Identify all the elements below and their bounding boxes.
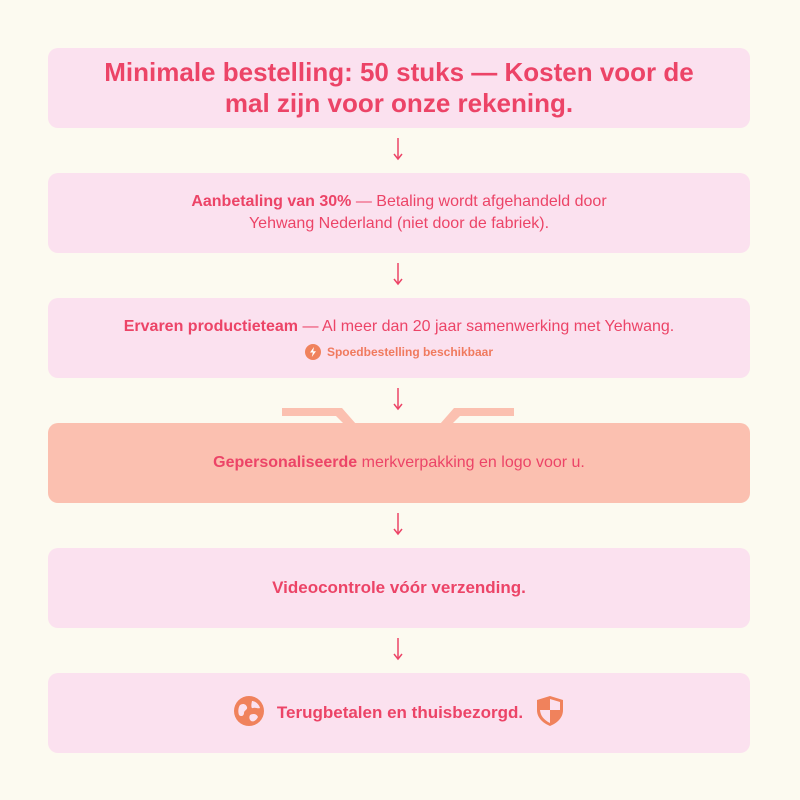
production-team-text bbox=[124, 316, 675, 338]
shield-icon bbox=[535, 695, 565, 732]
branding-rest: merkverpakking en logo voor u. bbox=[357, 454, 585, 471]
step-card-refund-delivery bbox=[48, 673, 750, 753]
step-card-video-check bbox=[48, 548, 750, 628]
refund-delivery-row bbox=[233, 695, 565, 732]
branding-bold: Gepersonaliseerde bbox=[213, 454, 358, 471]
arrow-down-icon bbox=[392, 138, 404, 162]
step-card-minimum-order bbox=[48, 48, 750, 128]
arrow-down-icon bbox=[392, 513, 404, 537]
video-check-text: Videocontrole vóór verzending. bbox=[272, 578, 526, 597]
arrow-down-icon bbox=[392, 638, 404, 662]
rush-order-badge bbox=[305, 344, 493, 360]
rush-order-label: Spoedbestelling beschikbaar bbox=[326, 345, 494, 359]
step-card-down-payment bbox=[48, 173, 750, 253]
production-team-bold: Ervaren productieteam bbox=[123, 318, 299, 335]
globe-icon bbox=[233, 695, 265, 732]
down-payment-text bbox=[159, 191, 639, 235]
down-payment-bold: Aanbetaling van 30% bbox=[191, 193, 352, 210]
branding-text bbox=[213, 452, 585, 474]
down-payment-rest: — Betaling wordt afgehandeld door Yehwang Nederland (niet door de fabriek). bbox=[248, 193, 607, 232]
production-team-rest: — Al meer dan 20 jaar samenwerking met Yehwang. bbox=[298, 318, 675, 335]
step-card-production-team bbox=[48, 298, 750, 378]
arrow-down-icon bbox=[392, 263, 404, 287]
minimum-order-title: Minimale bestelling: 50 stuks — Kosten voor de mal zijn voor onze rekening. bbox=[104, 57, 694, 118]
refund-delivery-text: Terugbetalen en thuisbezorgd. bbox=[276, 703, 524, 722]
step-card-branding bbox=[48, 423, 750, 503]
lightning-icon bbox=[305, 344, 321, 360]
